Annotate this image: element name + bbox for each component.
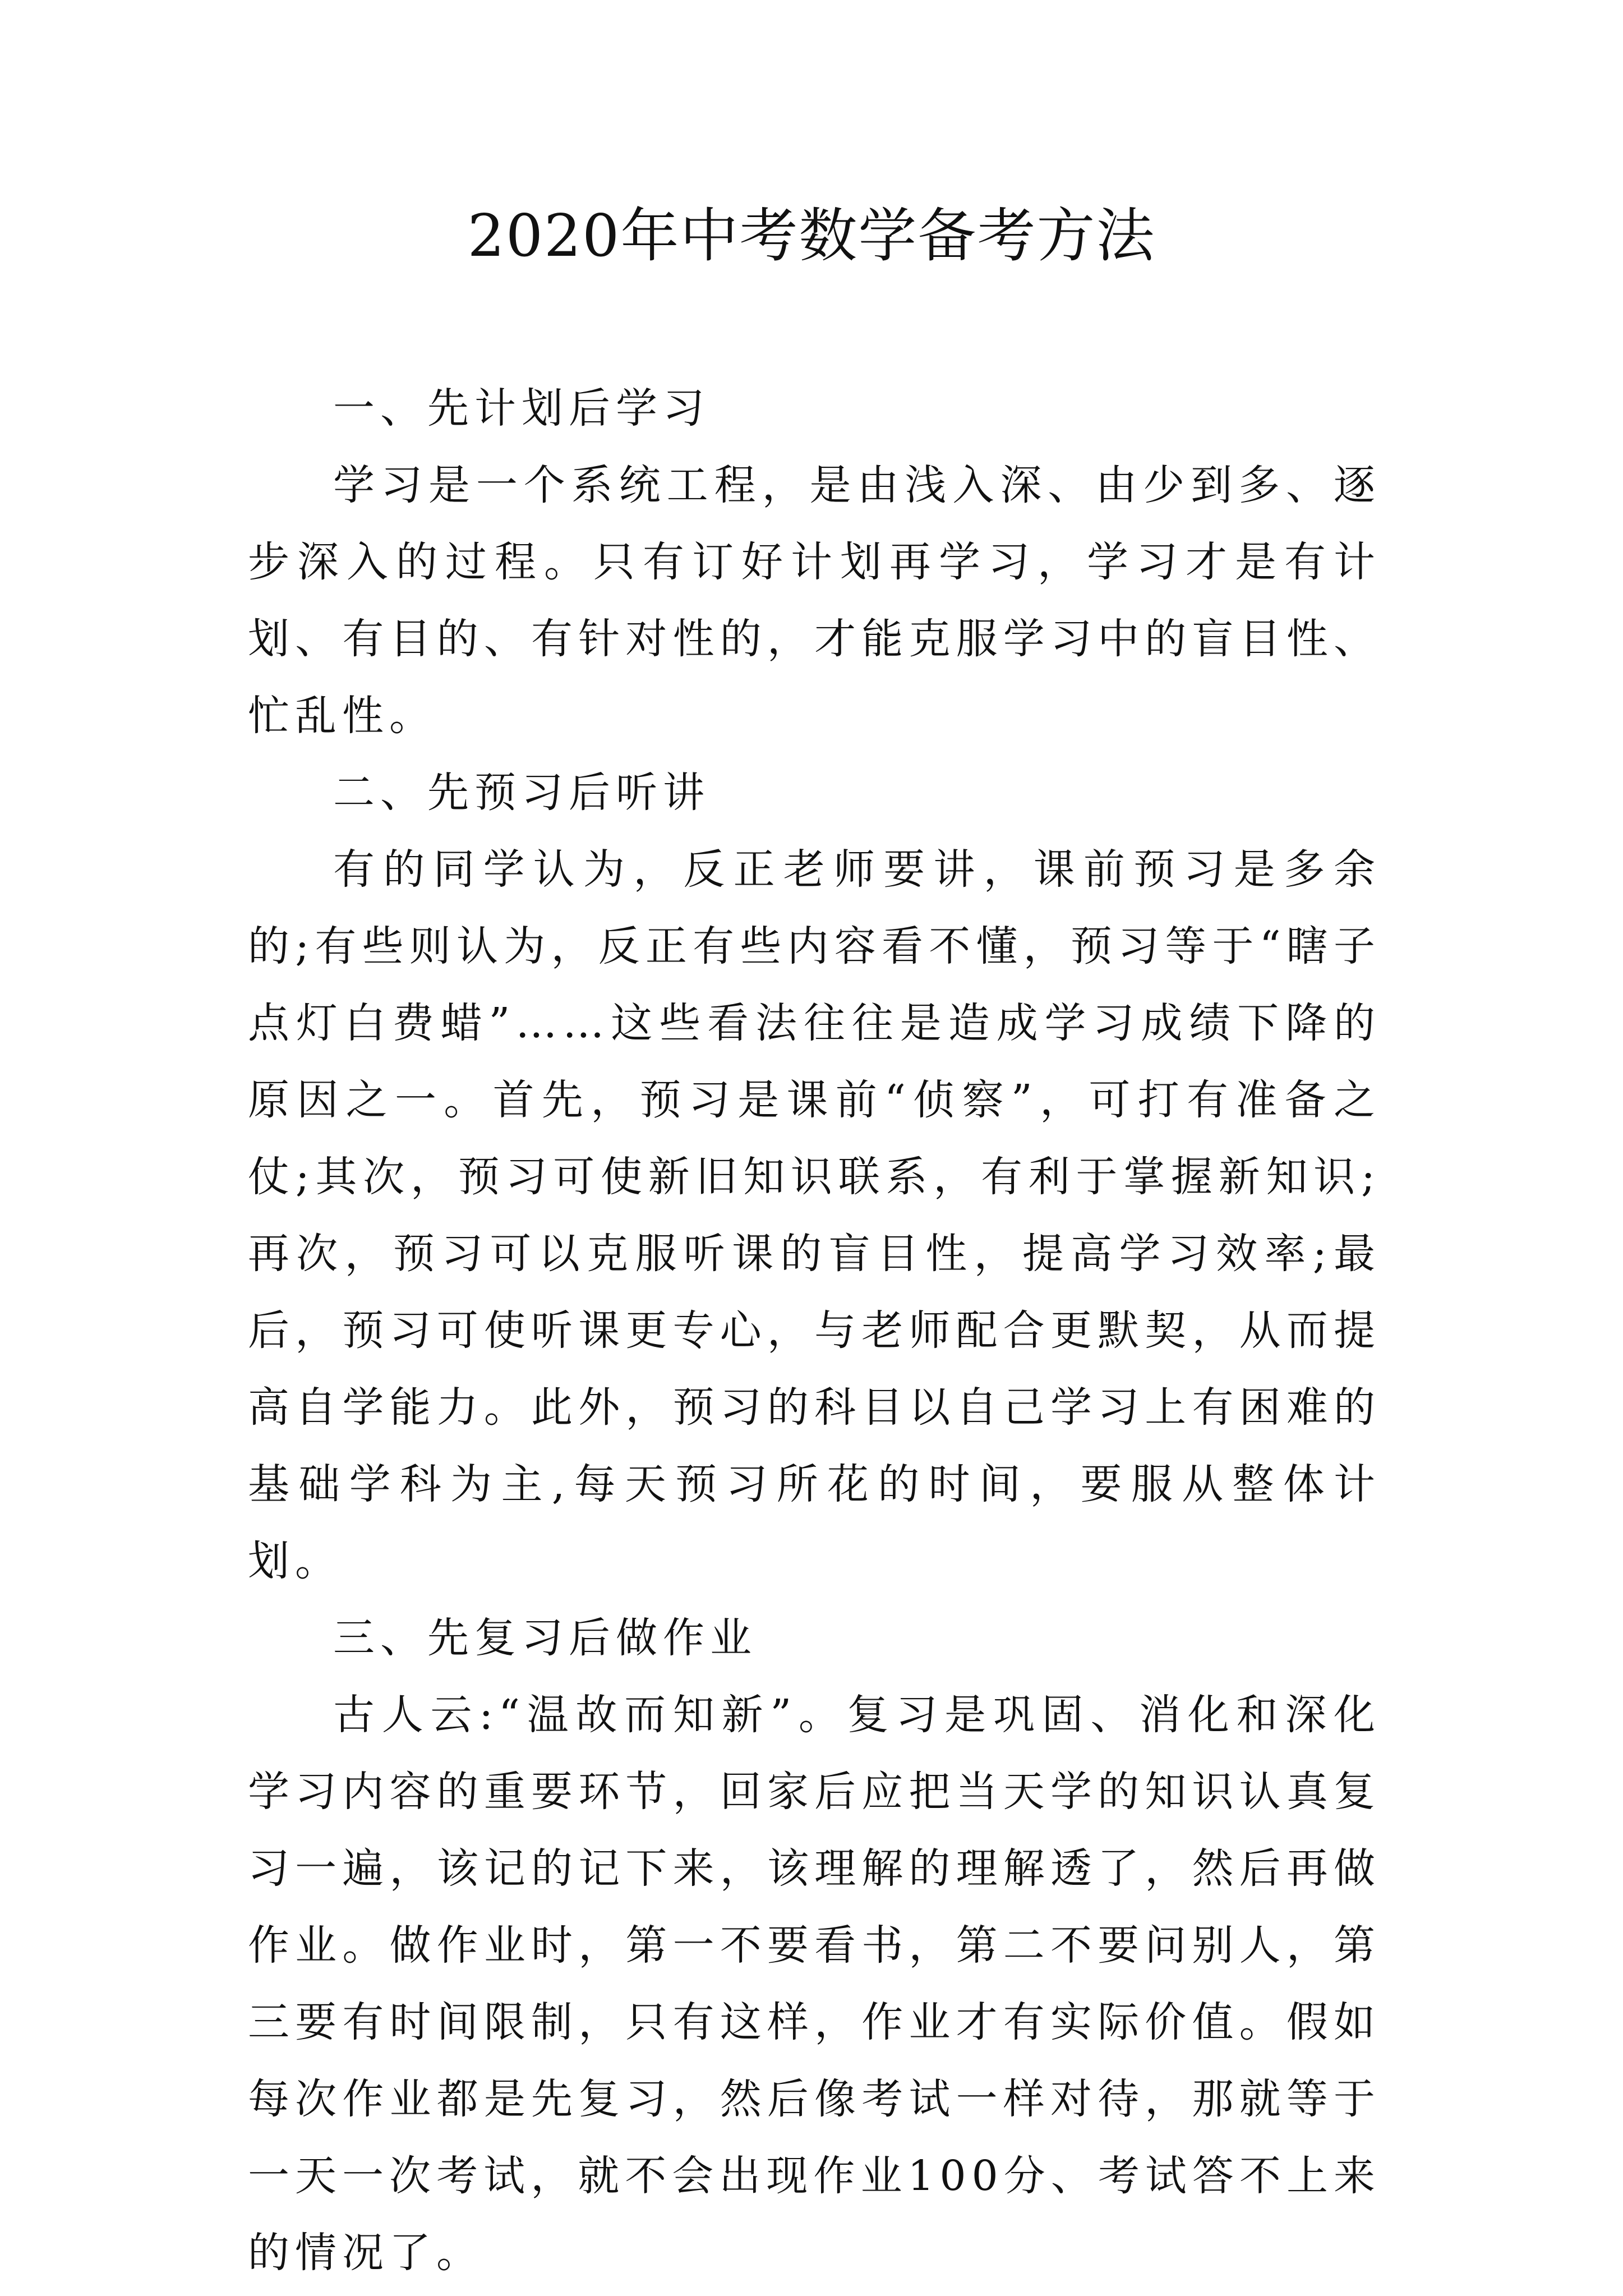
document-body (248, 370, 1381, 2292)
section-heading-3: 三、先复习后做作业 (333, 1614, 757, 1662)
document-title: 2020年中考数学备考方法 (467, 201, 1156, 270)
section-heading-2: 二、先预习后听讲 (333, 769, 710, 817)
section-paragraph-3: 古人云:“温故而知新”。复习是巩固、消化和深化学习内容的重要环节，回家后应把当天学的知识认真复习一遍，该记的记下来，该理解的理解透了，然后再做作业。做作业时，第一不要看书，第二不要问别人，第三要有时间限制，只有这样，作业才有实际价值。假如每次作业都是先复习，然后像考试一样对待，那就等于一天一次考试，就不会出现作业100分、考试答不上来的情况了。 (248, 1691, 1381, 2277)
section-heading-1: 一、先计划后学习 (333, 384, 710, 432)
section-paragraph-2: 有的同学认为，反正老师要讲，课前预习是多余的;有些则认为，反正有些内容看不懂，预习等于“瞎子点灯白费蜡”……这些看法往往是造成学习成绩下降的原因之一。首先，预习是课前“侦察”，可打有准备之仗;其次，预习可使新旧知识联系，有利于掌握新知识;再次，预习可以克服听课的盲目性，提高学习效率;最后，预习可使听课更专心，与老师配合更默契，从而提高自学能力。此外，预习的科目以自己学习上有困难的基础学科为主,每天预习所花的时间，要服从整体计划。 (248, 845, 1381, 1585)
section-paragraph-1: 学习是一个系统工程，是由浅入深、由少到多、逐步深入的过程。只有订好计划再学习，学习才是有计划、有目的、有针对性的，才能克服学习中的盲目性、忙乱性。 (248, 461, 1381, 740)
